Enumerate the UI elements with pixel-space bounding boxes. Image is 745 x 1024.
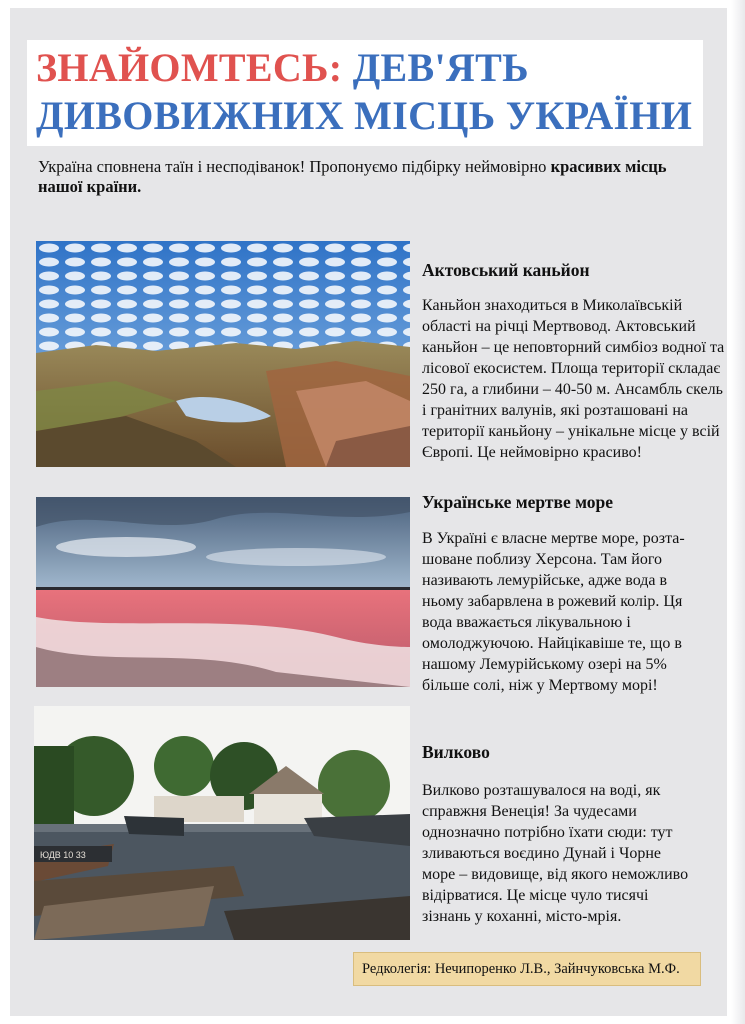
section-heading-dead-sea: Українське мертве море	[422, 492, 614, 512]
title-part1: ЗНАЙОМТЕСЬ:	[36, 45, 343, 90]
intro-text: Україна сповнена таїн і несподіванок! Пропонуємо підбірку неймовірно	[38, 157, 551, 176]
section-text-vylkove: Вилково розташувалося на воді, як справжня Венеція! За чудесами однозначно потрібно їхати сюди: тут зливаються воєдино Дунай і Чорне море – видовище, від якого неможливо відірватися. Це місце чуло тисячі зізнань у коханні, місто-мрія.	[422, 782, 689, 925]
page-title	[36, 44, 696, 140]
boat-number-label: ЮДВ 10 33	[40, 850, 86, 860]
section-heading-canyon: Актовський каньйон	[422, 260, 590, 280]
title-part3: ДИВОВИЖНИХ МІСЦЬ УКРАЇНИ	[36, 93, 693, 138]
section-heading-vylkove: Вилково	[422, 742, 490, 762]
editors-box: Редколегія: Нечипоренко Л.В., Зайнчуковська М.Ф.	[353, 952, 701, 986]
canyon-photo	[36, 241, 410, 467]
intro-paragraph	[38, 157, 703, 197]
section-text-canyon: Каньйон знаходиться в Миколаївській області на річці Мертвовод. Актовський каньйон – це неповторний симбіоз водної та лісової екосистем. Площа території складає 250 га, а глибини – 40-50 м. Ансамбль скель і гранітних валунів, які розташовані на території каньйону – унікальне місце у всій Європі. Це неймовірно красиво!	[422, 297, 725, 461]
pink-lake-photo	[36, 497, 410, 687]
vylkove-photo	[34, 706, 410, 940]
intro-bold: красивих місць нашої країни.	[38, 157, 667, 196]
scan-edge	[731, 0, 745, 1024]
title-part2: ДЕВ'ЯТЬ	[352, 45, 529, 90]
section-text-dead-sea: В Україні є власне мертве море, розта- шоване поблизу Херсона. Там його називають лемурійське, адже вода в ньому забарвлена в рожевий колір. Ця вода вважається лікувальною і омолоджуючою. Найцікавіше те, що в нашому Лемурійському озері на 5% більше солі, ніж у Мертвому морі!	[422, 530, 685, 694]
